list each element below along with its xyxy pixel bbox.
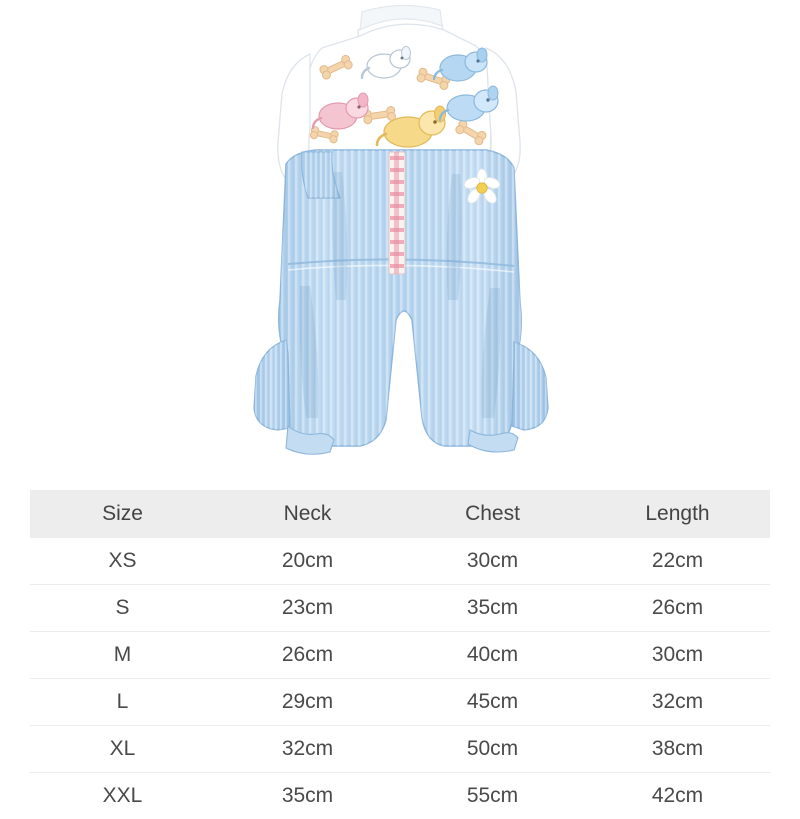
table-row [30, 773, 770, 819]
cell-chest: 45cm [400, 679, 585, 726]
cell-neck: 20cm [215, 538, 400, 585]
cell-length: 42cm [585, 773, 770, 819]
cell-neck: 35cm [215, 773, 400, 819]
size-chart-table [30, 490, 770, 819]
table-row [30, 679, 770, 726]
cell-length: 38cm [585, 726, 770, 773]
cell-neck: 23cm [215, 585, 400, 632]
table-row [30, 585, 770, 632]
column-header-chest: Chest [400, 490, 585, 538]
table-row [30, 538, 770, 585]
cell-length: 30cm [585, 632, 770, 679]
dog-jumpsuit-image [190, 2, 610, 484]
cell-size: XXL [30, 773, 215, 819]
column-header-size: Size [30, 490, 215, 538]
cell-size: XL [30, 726, 215, 773]
cell-chest: 55cm [400, 773, 585, 819]
cell-size: L [30, 679, 215, 726]
column-header-neck: Neck [215, 490, 400, 538]
cell-length: 22cm [585, 538, 770, 585]
cell-size: XS [30, 538, 215, 585]
cell-neck: 32cm [215, 726, 400, 773]
cell-size: S [30, 585, 215, 632]
cell-chest: 35cm [400, 585, 585, 632]
cell-chest: 30cm [400, 538, 585, 585]
table-row [30, 632, 770, 679]
cell-size: M [30, 632, 215, 679]
table-header-row [30, 490, 770, 538]
cell-neck: 29cm [215, 679, 400, 726]
cell-length: 32cm [585, 679, 770, 726]
column-header-length: Length [585, 490, 770, 538]
table-row [30, 726, 770, 773]
cell-neck: 26cm [215, 632, 400, 679]
cell-chest: 50cm [400, 726, 585, 773]
cell-chest: 40cm [400, 632, 585, 679]
cell-length: 26cm [585, 585, 770, 632]
